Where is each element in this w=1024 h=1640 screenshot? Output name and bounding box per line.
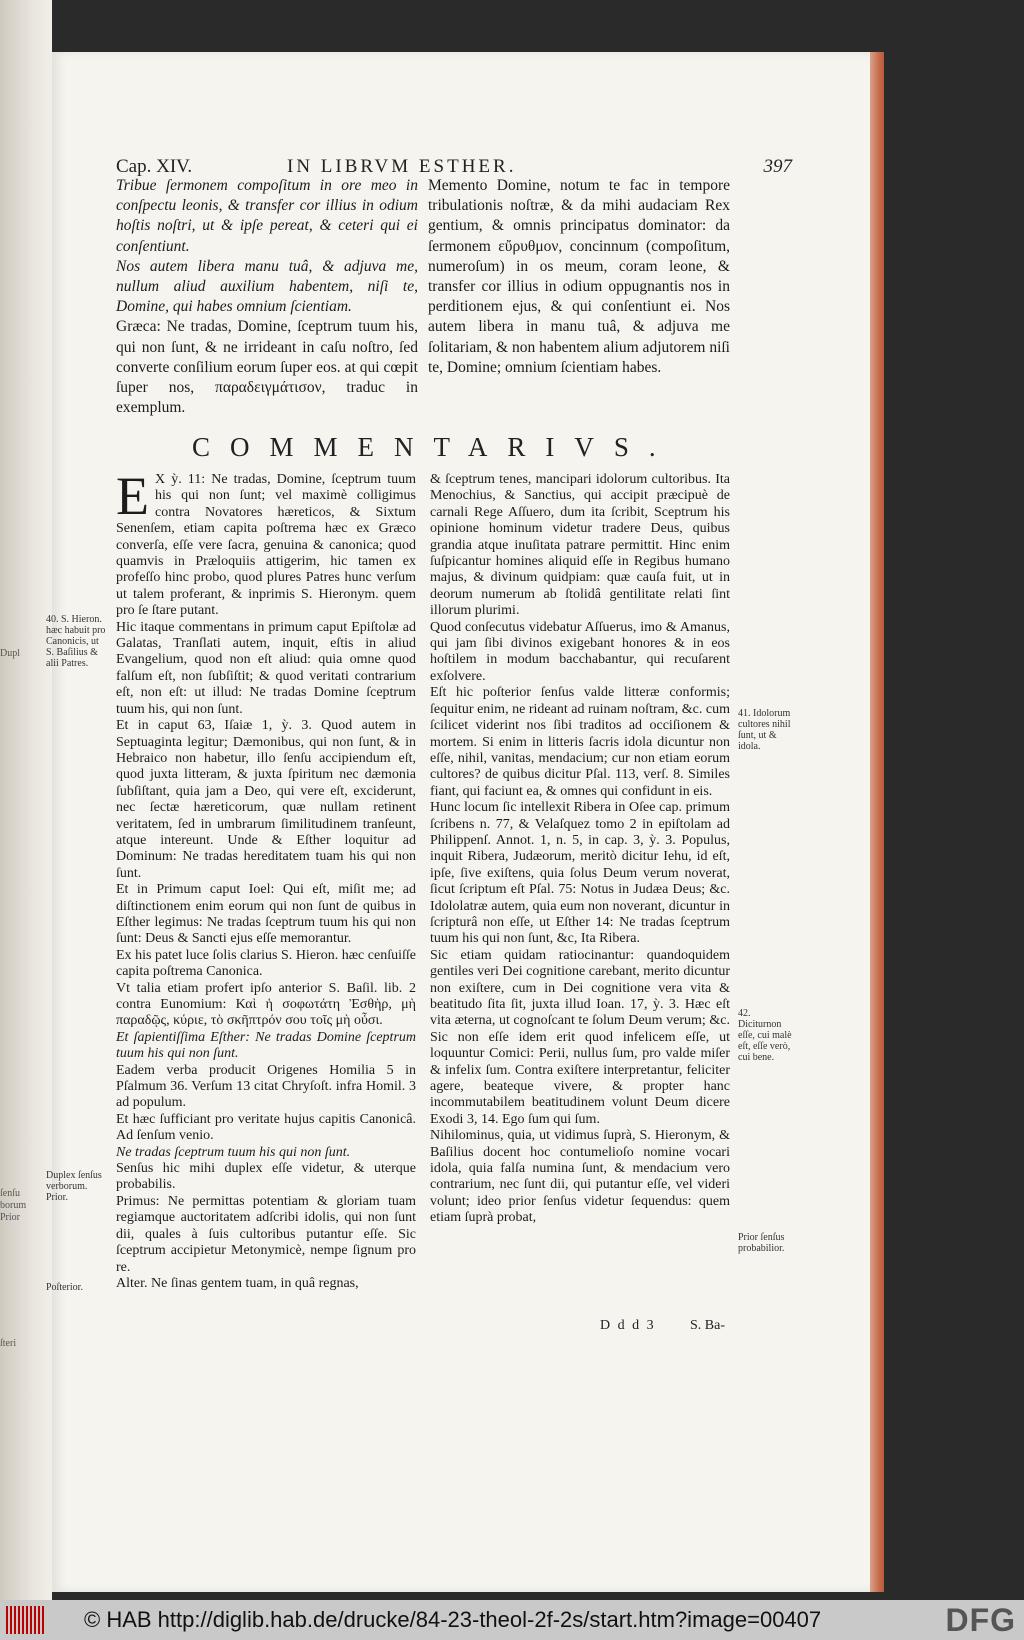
section-heading: COMMENTARIVS. [192, 432, 676, 462]
commentary-paragraph: Vt talia etiam profert ipſo anterior S. Baſil. lib. 2 contra Eunomium: Καὶ ἡ σοφωτάτη Ἐσθὴρ, μὴ παραδῷς, κύριε, τὸ σκῆπτρόν σου τοῖς μὴ οὖσι. [116, 980, 416, 1029]
margin-note-duplex: Duplex ſenſus verborum. Prior. [46, 1170, 102, 1203]
facing-page-edge [0, 0, 52, 1600]
commentary-paragraph: Quod conſecutus videbatur Aſſuerus, imo & Amanus, qui jam ſibi divinos exigebant honores & in eos hoſtilem in modum bacchabantur, qui recuſarent exſolvere. [430, 619, 730, 684]
facing-fragment: borum [0, 1200, 27, 1211]
facing-fragment: Dupl [0, 648, 20, 659]
page-edge [870, 52, 884, 1592]
facing-fragment: ſenſu [0, 1188, 20, 1199]
dfg-logo: DFG [945, 1602, 1016, 1638]
margin-note-40: 40. S. Hieron. hæc habuit pro Canonicis, ut S. Baſilius & alii Patres. [46, 614, 106, 669]
commentary-paragraph: Et in caput 63, Iſaiæ 1, ỳ. 3. Quod autem in Septuaginta legitur; Dæmonibus, qui non ſunt, & in Hebraico non habetur, illo ſenſu accipiendum eſt, quod juxta litteram, & juxta ſpiritum nec dæmonia ſubſiſtant, quia jam a Deo, qui vere eſt, exciderunt, nec ſectæ hæreticorum, quæ nullam retinent veritatem, ſed in umbrarum ſimilitudinem tranſeunt, atque intereunt. Unde & Eſther loquitur ad Dominum: Ne tradas hereditatem tuam his qui non ſunt. [116, 718, 416, 881]
verse-paragraph: Tribue ſermonem compoſitum in ore meo in conſpectu leonis, & transfer cor illius in odium hoſtis noſtri, ut & ipſe pereat, & ceteri qui ei conſentiunt. [116, 177, 418, 255]
commentary-paragraph: E X ỳ. 11: Ne tradas, Domine, ſceptrum tuum his qui non ſunt; vel maximè colligimus contra Novatores hæreticos, & Sixtum Senenſem, etiam capita poſtrema hæc ex Græco converſa, eſſe vere ſacra, genuina & canonica; quod quamvis in Præloquiis attigerim, hic tamen ex profeſſo hinc probo, quod plures Patres hunc verſum ut talem proferant, & inprimis S. Hieronym. quem pro ſe ſtare putant. [116, 466, 416, 619]
commentary-paragraph: Ne tradas ſceptrum tuum his qui non ſunt. [116, 1144, 351, 1160]
greek-translation-column [428, 176, 730, 378]
catchword: S. Ba- [690, 1318, 725, 1333]
book-page [46, 52, 872, 1592]
chapter-label: Cap. XIV. [116, 156, 193, 177]
commentary-paragraph: Sic etiam quidam ratiocinantur: quandoquidem gentiles veri Dei cognitione carebant, merito dicuntur non exiſtere, cum in Dei cognitione vera vita & beatitudo ſita ſit, juxta illud Ioan. 17, ỳ. 3. Hæc eſt vita æterna, ut cognoſcant te ſolum Deum verum; &c. Sic non eſſe idem erit quod infelicem eſſe, ut loquuntur Comici: Perii, nullus ſum, pro valde miſer & infelix ſum. Contra exiſtere interpretantur, feliciter agere, beateque vivere, & propter hanc incommutabilem beatitudinem volunt Deum dicere Exodi 3, 14. Ego ſum qui ſum. [430, 947, 730, 1127]
commentary-right-column [430, 472, 730, 1227]
verse-paragraph: Nos autem libera manu tuâ, & adjuva me, nullum aliud auxilium habentem, niſi te, Domine, qui habes omnium ſcientiam. [116, 257, 418, 316]
commentary-paragraph: Nihilominus, quia, ut vidimus ſuprà, S. Hieronym, & Baſilius docent hoc contumelioſo nomine vocari idola, quia falſa numina ſunt, & mendacium vero contrarium, nec ſunt dii, qui putantur eſſe, vel videri volunt; ideo prior ſenſus videtur ſequendus: quem etiam ſuprà probat, [430, 1128, 730, 1226]
commentary-paragraph: Ex his patet luce ſolis clarius S. Hieron. hæc cenſuiſſe capita poſtrema Canonica. [116, 947, 416, 980]
commentary-paragraph: Hunc locum ſic intellexit Ribera in Oſee cap. primum ſcribens n. 77, & Velaſquez tomo 2 in epiſtolam ad Philippenſ. Annot. 1, n. 5, in cap. 3, ỳ. 3. Populus, inquit Ribera, Judæorum, meritò dicitur Iehu, id eſt, ipſe, ſive exiſtens, quia ſolus Deum verum noverat, ſicut ſcriptum eſt Pſal. 75: Notus in Judæa Deus; &c. Idololatræ autem, quia eum non noverant, dicuntur in ſcripturâ non eſſe, ut Eſther 14: Ne tradas ſceptrum tuum his qui non ſunt, &c, Ita Ribera. [430, 800, 730, 947]
commentary-paragraph: Et ſapientiſſima Eſther: Ne tradas Domine ſceptrum tuum his qui non ſunt. [116, 1029, 416, 1062]
margin-note-41: 41. Idolorum cultores nihil ſunt, ut & idola. [738, 708, 791, 752]
verse-paragraph: Græca: Ne tradas, Domine, ſceptrum tuum his, qui non ſunt, & ne irrideant in caſu noſtro, ſed converte conſilium eorum ſuper eos. at qui cœpit ſuper nos, παραδειγμάτισον, traduc in exemplum. [116, 318, 418, 417]
verse-paragraph: Memento Domine, notum te fac in tempore tribulationis noſtræ, & da mihi audaciam Rex gentium, & omnis principatus dominator: da ſermonem εὔρυθμον, concinnum (compoſitum, numeroſum) in os meum, coram leone, & transfer cor illius in odium oppugnantis nos in perditionem ejus, & qui conſentiunt ei. Nos autem libera in manu tuâ, & adjuva me ſolitariam, & non habentem alium adjutorem niſi te, Domine; omnium ſcientiam habes. [428, 177, 730, 376]
commentary-paragraph: Eſt hic poſterior ſenſus valde litteræ conformis; ſequitur enim, ne rideant ad ruinam noſtram, &c. cum ſcilicet viderint nos ſibi traditos ad occiſionem & mortem. Si enim in litteris ſacris idola dicuntur non eſſe, nihil, vanitas, mendacium; cur non etiam eorum cultores? de quibus dicitur Pſal. 113, verſ. 8. Similes fiant, qui faciunt ea, & omnes qui confidunt in eis. [430, 685, 730, 799]
margin-note-42: 42. Diciturnon eſſe, cui malè eſt, eſſe verò, cui bene. [738, 1008, 792, 1063]
facing-fragment: ſteri [0, 1338, 17, 1349]
commentary-left-column [116, 466, 416, 1292]
drop-cap: E [116, 466, 149, 526]
signature-mark: D d d 3 [600, 1318, 656, 1333]
commentary-paragraph: Primus: Ne permittas potentiam & gloriam tuam regiamque auctoritatem adſcribi idolis, qui non ſunt dii, quales à ſuis cultoribus putantur eſſe. Sic ſceptrum accipietur Metonymicè, nempe ſignum pro re. [116, 1193, 416, 1275]
commentary-paragraph: Senſus hic mihi duplex eſſe videtur, & uterque probabilis. [116, 1161, 416, 1193]
commentary-paragraph: Eadem verba producit Origenes Homilia 5 in Pſalmum 36. Verſum 13 citat Chryſoſt. infra Homil. 3 ad populum. [116, 1062, 416, 1111]
commentary-paragraph: Et in Primum caput Ioel: Qui eſt, miſit me; ad diſtinctionem enim eorum qui non ſunt de quibus in Eſther legimus: Ne tradas ſceptrum tuum his qui non ſunt: Deus & Sancti ejus eſſe memorantur. [116, 882, 416, 947]
running-title: IN LIBRVM ESTHER. [287, 156, 517, 177]
page-number: 397 [763, 156, 792, 177]
facing-fragment: Prior [0, 1212, 20, 1223]
commentary-paragraph: Hic itaque commentans in primum caput Epiſtolæ ad Galatas, Tranſlati autem, inquit, eſtis in aliud Evangelium, quod non eſt aliud: quia omne quod falſum eſt, non ſubſiſtit; & quod veritati contrarium eſt, non eſt: ut illud: Ne tradas Domine ſceptrum tuum his, qui non ſunt. [116, 619, 416, 717]
source-url[interactable]: © HAB http://diglib.hab.de/drucke/84-23-theol-2f-2s/start.htm?image=00407 [84, 1607, 822, 1632]
latin-text-column [116, 176, 418, 418]
margin-note-posterior: Poſterior. [46, 1282, 83, 1293]
commentary-paragraph: & ſceptrum tenes, mancipari idolorum cultoribus. Ita Menochius, & Sanctius, qui accipit præcipuè de carnali Rege Aſſuero, dum ita ſcribit, Sceptrum his opinione hominum videtur tradere Deus, quibus grandia atque inuſitata patrare permittit. Hinc enim ſuſpicantur homines aliquid eſſe in Regibus humano majus, & divinum quidpiam: quæ cauſa fuit, ut in deorum numerum ab ſtolidâ gentilitate relati ſint illorum plurimi. [430, 472, 730, 619]
footer-bar [0, 1600, 1024, 1640]
margin-note-prior: Prior ſenſus probabilior. [738, 1232, 785, 1254]
commentary-paragraph: Alter. Ne ſinas gentem tuam, in quâ regnas, [116, 1275, 359, 1291]
commentary-paragraph: Et hæc ſufficiant pro veritate hujus capitis Canonicâ. Ad ſenſum venio. [116, 1111, 416, 1144]
barcode-icon [6, 1606, 46, 1634]
